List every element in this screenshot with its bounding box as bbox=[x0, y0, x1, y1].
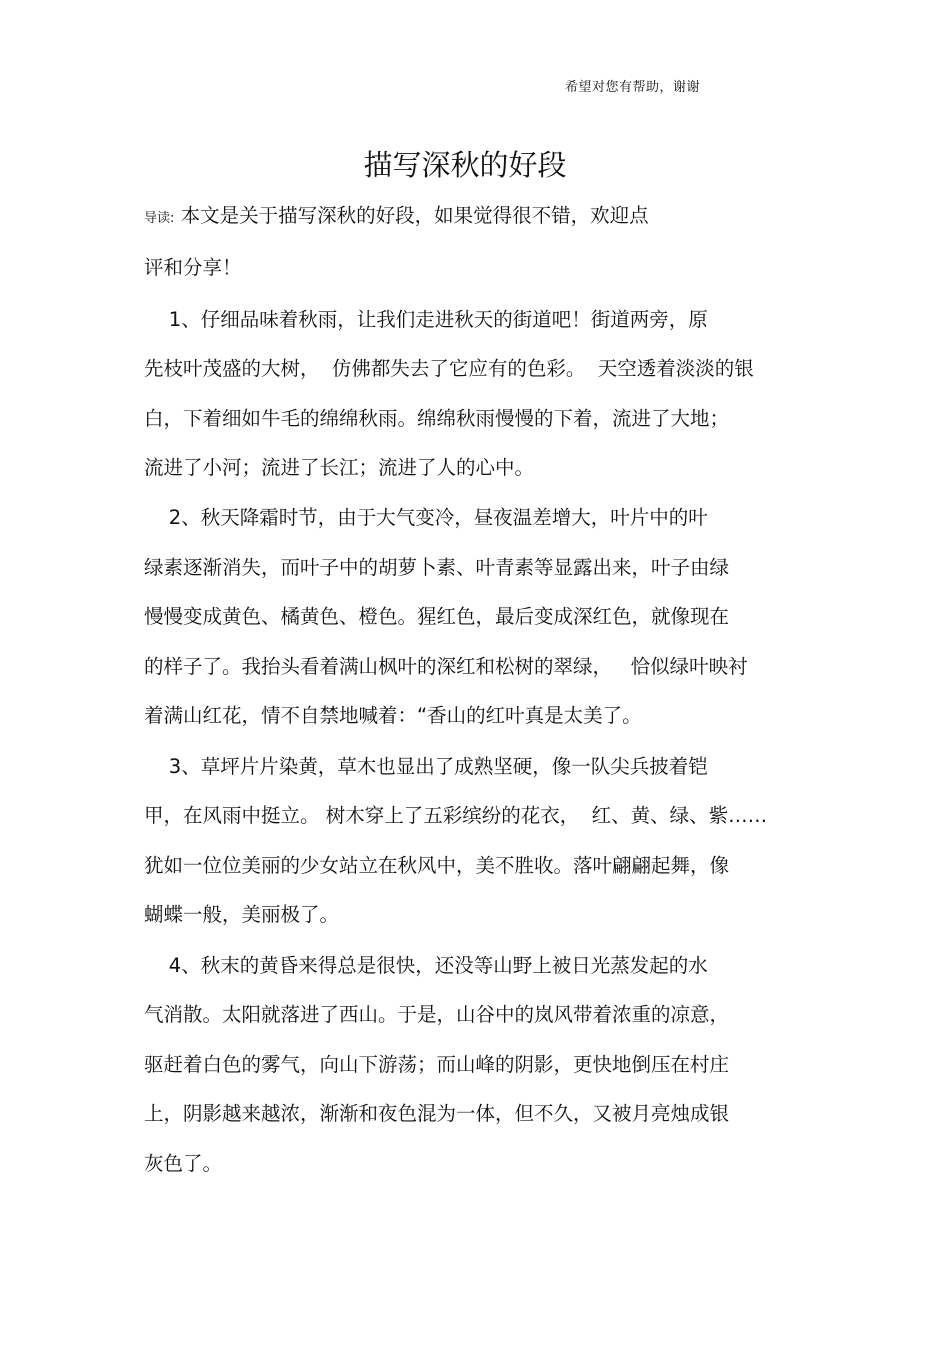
header-note: 希望对您有帮助，谢谢 bbox=[565, 80, 701, 95]
intro-line: 评和分享！ bbox=[144, 256, 242, 279]
paragraph-3-line: 3、草坪片片染黄，草木也显出了成熟坚硬，像一队尖兵披着铠 bbox=[144, 755, 708, 778]
paragraph-1-line: 白，下着细如牛毛的绵绵秋雨。绵绵秋雨慢慢的下着，流进了大地； bbox=[144, 407, 730, 430]
paragraph-1-line: 先枝叶茂盛的大树， 仿佛都失去了它应有的色彩。 天空透着淡淡的银 bbox=[144, 357, 754, 380]
paragraph-2-line: 的样子了。我抬头看着满山枫叶的深红和松树的翠绿， 恰似绿叶映衬 bbox=[144, 655, 748, 678]
paragraph-2-line: 2、秋天降霜时节，由于大气变冷，昼夜温差增大，叶片中的叶 bbox=[144, 506, 708, 529]
paragraph-2-line: 慢慢变成黄色、橘黄色、橙色。猩红色，最后变成深红色，就像现在 bbox=[144, 605, 730, 628]
paragraph-3-line: 甲，在风雨中挺立。 树木穿上了五彩缤纷的花衣， 红、黄、绿、紫…… bbox=[144, 804, 768, 827]
paragraph-2-line: 着满山红花，情不自禁地喊着：“香山的红叶真是太美了。 bbox=[144, 704, 642, 727]
paragraph-4-line: 灰色了。 bbox=[144, 1152, 223, 1175]
paragraph-1-line: 流进了小河；流进了长江；流进了人的心中。 bbox=[144, 456, 535, 479]
page-title: 描写深秋的好段 bbox=[363, 148, 567, 182]
intro-line bbox=[144, 202, 649, 233]
paragraph-4-line: 上，阴影越来越浓，渐渐和夜色混为一体，但不久，又被月亮烛成银 bbox=[144, 1102, 730, 1125]
paragraph-3-line: 蝴蝶一般，美丽极了。 bbox=[144, 903, 340, 926]
paragraph-3-line: 犹如一位位美丽的少女站立在秋风中，美不胜收。落叶翩翩起舞，像 bbox=[144, 854, 730, 877]
paragraph-1-line: 1、仔细品味着秋雨，让我们走进秋天的街道吧！街道两旁，原 bbox=[144, 308, 708, 331]
paragraph-4-line: 驱赶着白色的雾气，向山下游荡；而山峰的阴影，更快地倒压在村庄 bbox=[144, 1053, 730, 1076]
paragraph-4-line: 4、秋末的黄昏来得总是很快，还没等山野上被日光蒸发起的水 bbox=[144, 954, 708, 977]
paragraph-2-line: 绿素逐渐消失，而叶子中的胡萝卜素、叶青素等显露出来，叶子由绿 bbox=[144, 556, 730, 579]
paragraph-4-line: 气消散。太阳就落进了西山。于是，山谷中的岚风带着浓重的凉意， bbox=[144, 1003, 730, 1026]
intro-label: 导读: bbox=[144, 211, 175, 226]
intro-text: 本文是关于描写深秋的好段，如果觉得很不错，欢迎点 bbox=[174, 204, 649, 227]
